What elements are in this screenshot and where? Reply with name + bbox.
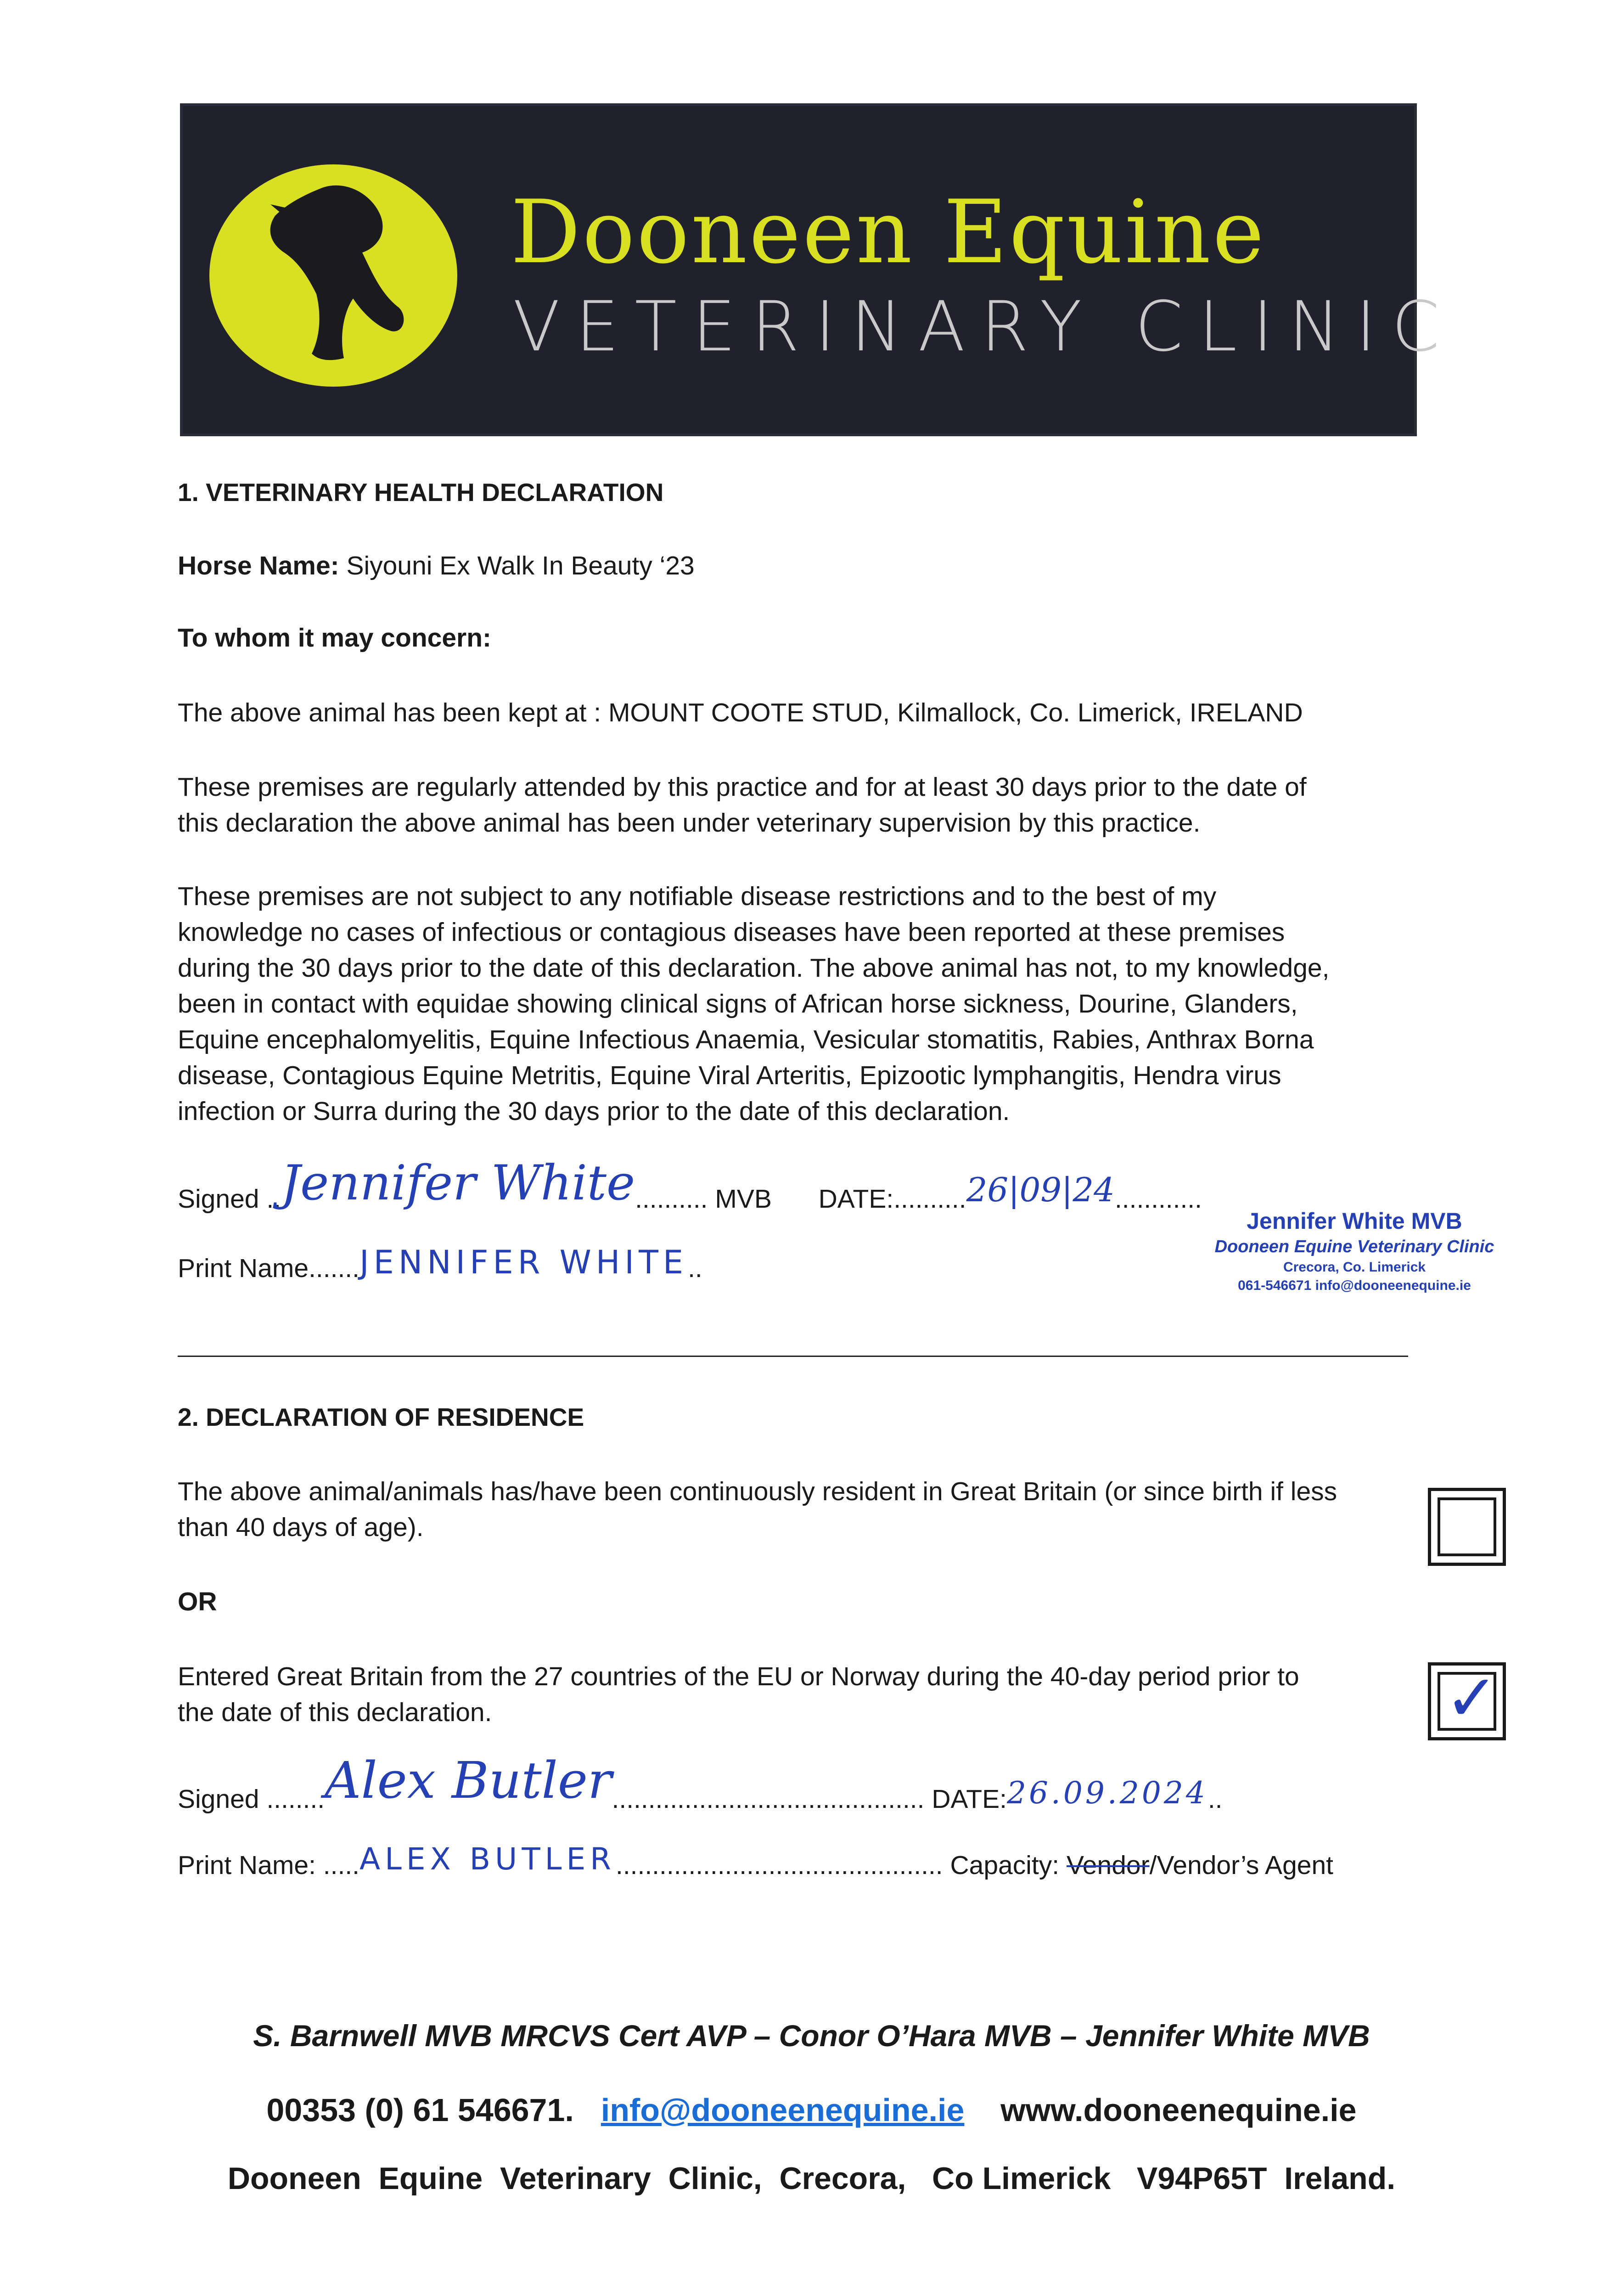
section-divider [178,1356,1408,1357]
footer-contact [0,2092,1623,2128]
stamp-line: Crecora, Co. Limerick [1283,1260,1426,1275]
footer-vets: S. Barnwell MVB MRCVS Cert AVP – Conor O’Hara MVB – Jennifer White MVB [253,2019,1370,2053]
signed-label: Signed [178,1184,259,1214]
agent-date-value: 26.09.2024 [1006,1775,1208,1811]
paragraph-line: Entered Great Britain from the 27 countries of the EU or Norway during the 40-day period prior to [178,1662,1299,1691]
capacity-value: /Vendor’s Agent [1149,1851,1334,1880]
date-label: DATE: [818,1184,894,1214]
horse-name-label: Horse Name: [178,551,339,580]
option1-checkbox[interactable] [1428,1488,1506,1566]
disease-paragraph [178,878,1329,1129]
vet-stamp [1194,1208,1515,1294]
vet-print-name-row: Print Name.......JENNIFER WHITE.. [178,1244,702,1283]
paragraph-line: Equine encephalomyelitis, Equine Infectious Anaemia, Vesicular stomatitis, Rabies, Anthrax Borna [178,1025,1314,1054]
paragraph-line: infection or Surra during the 30 days prior to the date of this declaration. [178,1097,1010,1126]
horse-logo-icon [206,161,461,390]
kept-at-label: The above animal has been kept at : [178,698,601,727]
check-mark-icon: ✓ [1445,1661,1499,1736]
paragraph-line: disease, Contagious Equine Metritis, Equine Viral Arteritis, Epizootic lymphangitis, Hendra virus [178,1061,1281,1090]
or-label: OR [178,1587,217,1616]
paragraph-line: during the 30 days prior to the date of this declaration. The above animal has not, to my knowledge, [178,953,1330,983]
print-name-label: Print Name [178,1254,309,1283]
stamp-line: Jennifer White MVB [1247,1208,1462,1234]
stamp-line: Dooneen Equine Veterinary Clinic [1214,1237,1494,1256]
clinic-banner [180,103,1455,436]
agent-print-name-row: Print Name: .....ALEX BUTLER............................................. Capacity: Vendor/Vendor’s Agent [178,1841,1334,1880]
stamp-line: 061-546671 info@dooneenequine.ie [1238,1278,1471,1293]
paragraph-line: knowledge no cases of infectious or contagious diseases have been reported at these premises [178,917,1285,947]
paragraph-line: been in contact with equidae showing clinical signs of African horse sickness, Dourine, Glanders, [178,989,1298,1019]
supervision-paragraph [178,769,1307,841]
paragraph-line: than 40 days of age). [178,1513,424,1542]
footer-phone: 00353 (0) 61 546671. [266,2092,574,2128]
option2-checkbox[interactable] [1428,1662,1506,1740]
agent-signature: Alex Butler [325,1751,612,1810]
agent-print-name-value: ALEX BUTLER [359,1841,616,1877]
salutation: To whom it may concern: [178,623,492,653]
footer-address: Dooneen Equine Veterinary Clinic, Crecora, Co Limerick V94P65T Ireland. [227,2161,1396,2196]
capacity-struck: Vendor [1066,1851,1150,1880]
paragraph-line: this declaration the above animal has been under veterinary supervision by this practice. [178,808,1201,838]
vet-signed-row: Signed ..Jennifer White.......... MVB DATE:..........26|09|24............ [178,1155,1202,1214]
paragraph-line: These premises are not subject to any notifiable disease restrictions and to the best of my [178,882,1217,911]
vet-date-value: 26|09|24 [966,1171,1115,1209]
paragraph-line: These premises are regularly attended by this practice and for at least 30 days prior to the date of [178,772,1307,802]
vet-signature: Jennifer White [281,1155,635,1211]
residence-option1 [178,1474,1337,1545]
capacity-label: Capacity: [950,1851,1060,1880]
paragraph-line: the date of this declaration. [178,1698,492,1727]
mvb-label: MVB [715,1184,772,1214]
brand-name: Dooneen Equine [511,181,1266,283]
brand-subtitle: VETERINARY CLINIC [513,287,1455,367]
residence-option2 [178,1659,1299,1730]
print-name-label: Print Name: [178,1851,316,1880]
footer-email-link[interactable]: info@dooneenequine.ie [601,2092,965,2128]
vet-print-name-value: JENNIFER WHITE [359,1244,688,1281]
date-label: DATE: [932,1784,1007,1814]
kept-at-row [178,695,1303,731]
horse-name-value: Siyouni Ex Walk In Beauty ‘23 [346,551,695,580]
section2-heading: 2. DECLARATION OF RESIDENCE [178,1403,584,1431]
kept-at-value: MOUNT COOTE STUD, Kilmallock, Co. Limerick, IRELAND [608,698,1303,727]
paragraph-line: The above animal/animals has/have been continuously resident in Great Britain (or since birth if less [178,1477,1337,1506]
footer-website[interactable]: www.dooneenequine.ie [1000,2092,1357,2128]
section1-heading: 1. VETERINARY HEALTH DECLARATION [178,478,664,506]
agent-signed-row: Signed ........Alex Butler........................................... DATE:26.09.2024.. [178,1751,1223,1814]
signed-label: Signed [178,1784,259,1814]
horse-name-row [178,548,695,584]
